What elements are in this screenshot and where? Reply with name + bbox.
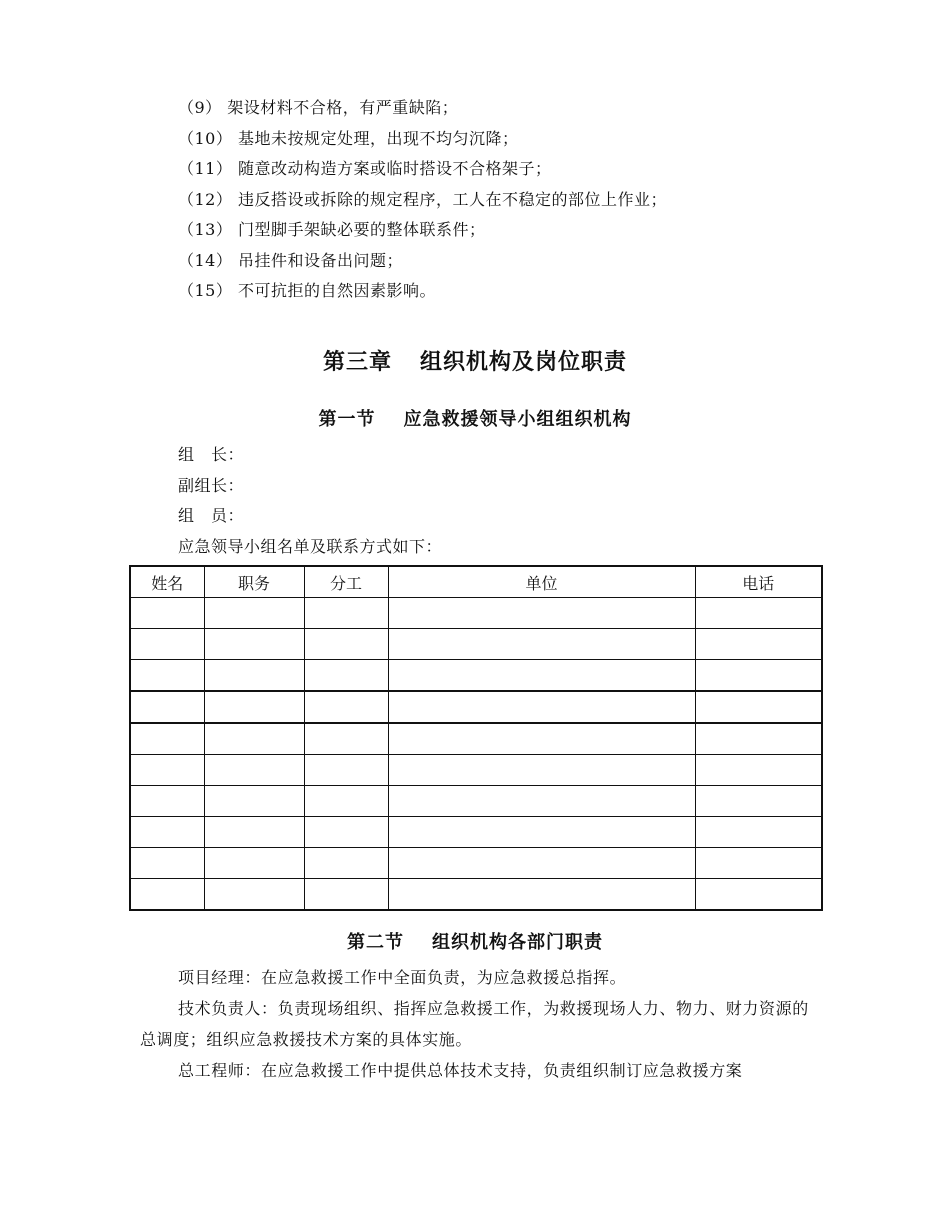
cause-item: （9） 架设材料不合格，有严重缺陷； [178,98,459,117]
table-cell [388,691,695,723]
table-header-row [130,566,822,598]
header-name: 姓名 [130,566,204,598]
table-cell [130,629,204,660]
table-cell [695,848,822,879]
table-cell [304,691,388,723]
table-cell [204,723,304,755]
table-row [130,755,822,786]
cause-item: （12） 违反搭设或拆除的规定程序，工人在不稳定的部位上作业； [178,190,667,209]
table-row [130,786,822,817]
table-cell [304,629,388,660]
chapter-title: 组织机构及岗位职责 [420,350,628,375]
deputy-leader-line: 副组长： [178,476,245,495]
table-cell [304,660,388,692]
table-row [130,817,822,848]
section-title: 组织机构各部门职责 [432,932,603,953]
header-division: 分工 [304,566,388,598]
chapter-number: 第三章 [322,350,392,375]
table-cell [130,817,204,848]
table-cell [304,723,388,755]
table-cell [130,723,204,755]
table-cell [388,755,695,786]
leader-line: 组 长： [178,445,245,464]
table-cell [304,786,388,817]
header-phone: 电话 [695,566,822,598]
table-cell [388,817,695,848]
table-cell [130,879,204,911]
table-cell [204,598,304,629]
table-cell [388,629,695,660]
member-line: 组 员： [178,506,245,525]
table-cell [204,786,304,817]
roster-intro: 应急领导小组名单及联系方式如下： [178,537,443,556]
table-cell [130,786,204,817]
table-cell [695,691,822,723]
header-unit: 单位 [388,566,695,598]
table-row [130,879,822,911]
table-cell [304,817,388,848]
cause-item: （10） 基地未按规定处理，出现不均匀沉降； [178,129,519,148]
table-cell [204,848,304,879]
duty-paragraph: 总工程师：在应急救援工作中提供总体技术支持，负责组织制订应急救援方案 [178,1061,743,1080]
cause-item: （11） 随意改动构造方案或临时搭设不合格架子； [178,159,552,178]
table-cell [695,629,822,660]
section-number: 第二节 [347,932,404,953]
table-cell [695,786,822,817]
table-cell [204,817,304,848]
table-cell [204,755,304,786]
table-cell [204,691,304,723]
table-cell [388,848,695,879]
header-position: 职务 [204,566,304,598]
table-row [130,723,822,755]
table-cell [304,879,388,911]
table-cell [695,879,822,911]
table-cell [388,598,695,629]
table-cell [304,755,388,786]
table-row [130,629,822,660]
duty-paragraph: 技术负责人：负责现场组织、指挥应急救援工作，为救援现场人力、物力、财力资源的总调度；组织应急救援技术方案的具体实施。 [140,999,809,1049]
table-row [130,848,822,879]
table-cell [388,786,695,817]
table-cell [695,660,822,692]
cause-item: （15） 不可抗拒的自然因素影响。 [178,281,436,300]
table-row [130,598,822,629]
table-cell [130,660,204,692]
table-cell [304,598,388,629]
roster-table [129,565,823,911]
table-cell [204,629,304,660]
section-title: 应急救援领导小组组织机构 [403,409,632,430]
table-row [130,660,822,692]
table-cell [695,817,822,848]
table-cell [695,598,822,629]
table-cell [204,660,304,692]
table-cell [204,879,304,911]
table-cell [130,848,204,879]
cause-item: （13） 门型脚手架缺必要的整体联系件； [178,220,486,239]
table-cell [130,755,204,786]
duty-paragraph: 项目经理：在应急救援工作中全面负责，为应急救援总指挥。 [178,968,627,987]
section-number: 第一节 [318,409,376,430]
chapter-heading [0,345,950,376]
table-cell [130,691,204,723]
table-cell [695,723,822,755]
table-cell [130,598,204,629]
cause-item: （14） 吊挂件和设备出问题； [178,251,403,270]
table-row [130,691,822,723]
table-cell [695,755,822,786]
table-cell [388,660,695,692]
section-heading-1 [0,405,950,431]
table-cell [388,879,695,911]
table-cell [304,848,388,879]
section-heading-2 [0,928,950,954]
table-cell [388,723,695,755]
